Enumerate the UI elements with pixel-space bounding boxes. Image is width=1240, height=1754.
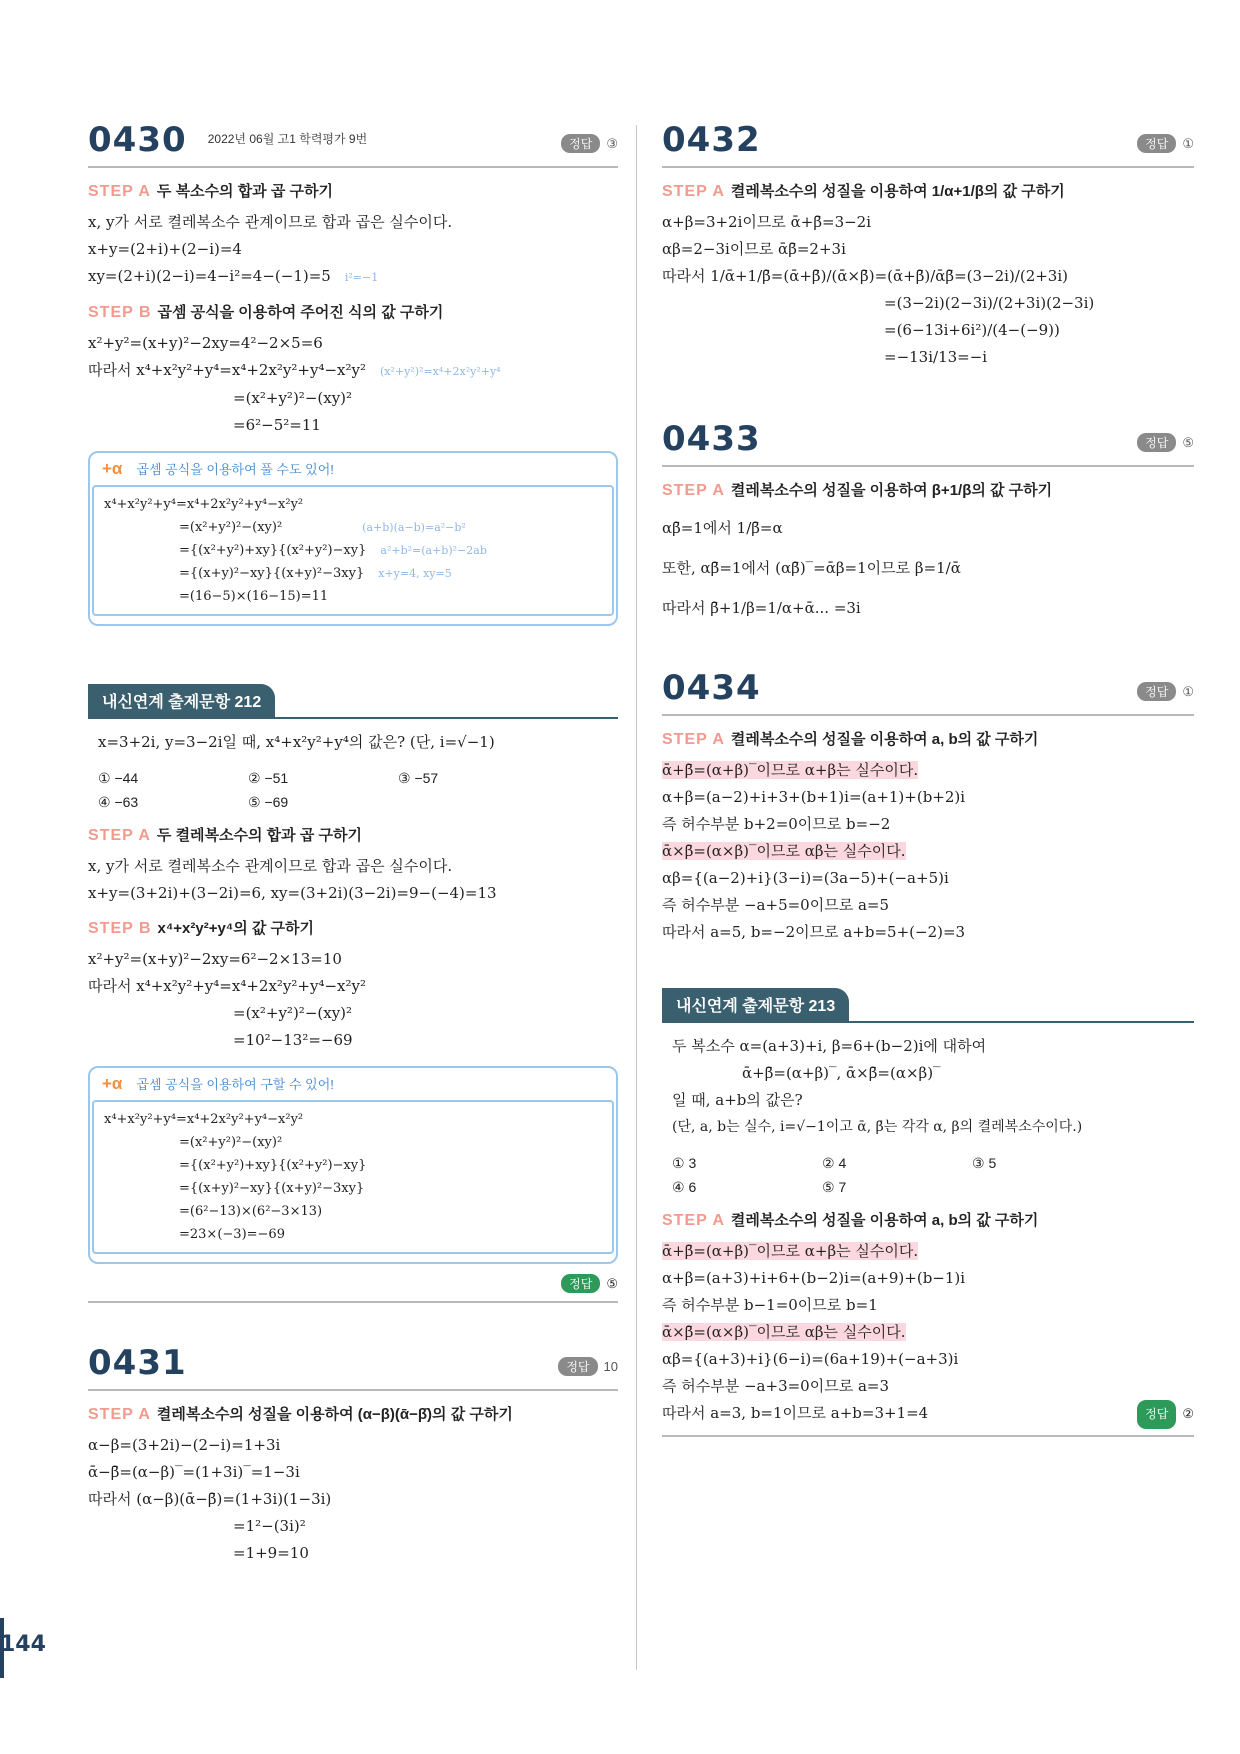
problem-rule xyxy=(88,1389,618,1391)
left-column xyxy=(88,120,618,1567)
tip-line xyxy=(104,539,602,562)
problem-0434 xyxy=(662,668,1194,946)
tip-text: ={(x+y)²−xy}{(x+y)²−3xy} xyxy=(179,566,365,581)
step-tag: STEP A xyxy=(662,1212,725,1229)
step-title: 두 켤레복소수의 합과 곱 구하기 xyxy=(156,827,362,844)
problem-0431 xyxy=(88,1343,618,1567)
solution-line: 즉 허수부분 −a+3=0이므로 a=3 xyxy=(662,1377,890,1395)
solution-line: 따라서 (α−β)(ᾱ−β̄)=(1+3i)(1−3i) xyxy=(88,1490,332,1508)
right-column xyxy=(662,120,1194,1437)
ribbon-title: 내신연계 출제문항 212 xyxy=(88,684,275,717)
answer-label: 정답 xyxy=(1137,682,1176,701)
choice[interactable]: ① −44 xyxy=(98,770,139,786)
step-title: x⁴+x²y²+y⁴의 값 구하기 xyxy=(157,920,315,937)
side-note: a²+b²=(a+b)²−2ab xyxy=(380,544,487,557)
solution-line: 따라서 1/ᾱ+1/β̄=(ᾱ+β̄)/(ᾱ×β̄)=(ᾱ+β̄)/ᾱβ̄=(3−2i)/(2+3i) xyxy=(662,267,1069,285)
step-tag: STEP B xyxy=(88,920,152,937)
problem-rule xyxy=(662,714,1194,716)
highlight-text: ᾱ+β̄=(α+β)‾이므로 α+β는 실수이다. xyxy=(662,761,919,779)
step-title: 켤레복소수의 성질을 이용하여 β+1/β의 값 구하기 xyxy=(730,482,1053,499)
solution-line xyxy=(88,357,618,385)
solution-line: 즉 허수부분 b+2=0이므로 b=−2 xyxy=(662,815,891,833)
answer-label: 정답 xyxy=(561,1274,600,1293)
solution-line: 따라서 a=5, b=−2이므로 a+b=5+(−2)=3 xyxy=(662,923,966,941)
solution-line: =(3−2i)(2−3i)/(2+3i)(2−3i) xyxy=(884,294,1095,312)
solution-line: 또한, αβ̄=1에서 (αβ̄)‾=ᾱβ=1이므로 β=1/ᾱ xyxy=(662,559,961,577)
step-tag: STEP A xyxy=(88,827,151,844)
answer-value: ① xyxy=(1182,136,1194,151)
solution-line: α−β=(3+2i)−(2−i)=1+3i xyxy=(88,1436,281,1454)
solution-line xyxy=(662,757,1194,784)
tip-line: x⁴+x²y²+y⁴=x⁴+2x²y²+y⁴−x²y² xyxy=(104,1112,304,1127)
choice[interactable]: ④ 6 xyxy=(672,1179,697,1195)
question-line: 일 때, a+b의 값은? xyxy=(672,1091,803,1109)
step-a-heading xyxy=(88,180,618,201)
tip-text: ={(x²+y²)+xy}{(x²+y²)−xy} xyxy=(179,543,367,558)
solution-line: αβ=2−3i이므로 ᾱβ̄=2+3i xyxy=(662,240,846,258)
answer-value: 10 xyxy=(603,1359,618,1374)
answer-label: 정답 xyxy=(561,134,600,153)
highlight-text: ᾱ×β̄=(α×β)‾이므로 αβ는 실수이다. xyxy=(662,1323,906,1341)
side-note: i²=−1 xyxy=(344,271,379,284)
page-number: 144 xyxy=(0,1632,46,1657)
problem-0432 xyxy=(662,120,1194,371)
choice[interactable]: ③ −57 xyxy=(398,770,439,786)
step-a-heading xyxy=(88,824,618,845)
answer-badge xyxy=(1137,134,1194,153)
tip-line: =(x²+y²)²−(xy)² xyxy=(179,1135,283,1150)
question-line: (단, a, b는 실수, i=√−1이고 ᾱ, β̄는 각각 α, β의 켤레복소수이다.) xyxy=(672,1119,1083,1135)
solution-line xyxy=(662,1400,1194,1427)
ribbon-title: 내신연계 출제문항 213 xyxy=(662,988,849,1021)
solution-line: ᾱ−β̄=(α−β)‾=(1+3i)‾=1−3i xyxy=(88,1463,300,1481)
solution-line: α+β=3+2i이므로 ᾱ+β̄=3−2i xyxy=(662,213,872,231)
answer-value: ② xyxy=(1182,1406,1194,1421)
solution-line: x+y=(3+2i)+(3−2i)=6, xy=(3+2i)(3−2i)=9−(−4)=13 xyxy=(88,884,497,902)
tip-line: =(6²−13)×(6²−3×13) xyxy=(179,1204,323,1219)
solution-line: x²+y²=(x+y)²−2xy=4²−2×5=6 xyxy=(88,334,323,352)
answer-badge xyxy=(1137,682,1194,701)
highlight-text: ᾱ+β̄=(α+β)‾이므로 α+β는 실수이다. xyxy=(662,1242,919,1260)
choice[interactable]: ③ 5 xyxy=(972,1155,997,1171)
solution-line: x²+y²=(x+y)²−2xy=6²−2×13=10 xyxy=(88,950,342,968)
solution-text: xy=(2+i)(2−i)=4−i²=4−(−1)=5 xyxy=(88,267,331,285)
solution-line: αβ={(a+3)+i}(6−i)=(6a+19)+(−a+3)i xyxy=(662,1350,959,1368)
question-line: 두 복소수 α=(a+3)+i, β=6+(b−2)i에 대하여 xyxy=(672,1037,987,1055)
tip-header xyxy=(90,453,616,485)
solution-line: α+β=(a+3)+i+6+(b−2)i=(a+9)+(b−1)i xyxy=(662,1269,966,1287)
solution-text: 따라서 x⁴+x²y²+y⁴=x⁴+2x²y²+y⁴−x²y² xyxy=(88,361,366,379)
step-tag: STEP A xyxy=(662,482,725,499)
step-a-heading xyxy=(662,1209,1194,1230)
problem-number: 0430 xyxy=(88,120,187,160)
tip-box xyxy=(88,451,618,626)
answer-value: ⑤ xyxy=(1182,435,1194,450)
tip-line: ={(x²+y²)+xy}{(x²+y²)−xy} xyxy=(179,1158,367,1173)
tip-body xyxy=(92,1100,614,1254)
answer-badge xyxy=(1137,433,1194,452)
solution-line: =−13i/13=−i xyxy=(884,348,988,366)
solution-line: 따라서 β̄+1/β=1/α+ᾱ... =3i xyxy=(662,599,861,617)
step-a-heading xyxy=(88,1403,618,1424)
choice[interactable]: ② −51 xyxy=(248,770,289,786)
step-tag: STEP A xyxy=(88,183,151,200)
solution-text: 따라서 a=3, b=1이므로 a+b=3+1=4 xyxy=(662,1404,929,1422)
choice[interactable]: ② 4 xyxy=(822,1155,847,1171)
step-title: 켤레복소수의 성질을 이용하여 a, b의 값 구하기 xyxy=(730,731,1039,748)
problem-rule xyxy=(88,166,618,168)
answer-value: ③ xyxy=(606,136,618,151)
problem-number: 0433 xyxy=(662,419,761,459)
problem-source: 2022년 06월 고1 학력평가 9번 xyxy=(207,132,368,146)
ribbon-rule xyxy=(88,684,618,719)
solution-line: αβ̄=1에서 1/β̄=α xyxy=(662,519,783,537)
question-line: ᾱ+β̄=(α+β)‾, ᾱ×β̄=(α×β)‾ xyxy=(742,1064,941,1082)
problem-number: 0431 xyxy=(88,1343,187,1383)
section-rule xyxy=(662,1435,1194,1437)
tip-header xyxy=(90,1068,616,1100)
step-title: 켤레복소수의 성질을 이용하여 1/α+1/β의 값 구하기 xyxy=(730,183,1065,200)
step-title: 켤레복소수의 성질을 이용하여 (α−β)(ᾱ−β̄)의 값 구하기 xyxy=(156,1406,513,1423)
step-tag: STEP A xyxy=(88,1406,151,1423)
choice[interactable]: ① 3 xyxy=(672,1155,697,1171)
answer-value: ① xyxy=(1182,684,1194,699)
answer-label: 정답 xyxy=(1137,433,1176,452)
solution-line: =1²−(3i)² xyxy=(233,1517,306,1535)
tip-line: x⁴+x²y²+y⁴=x⁴+2x²y²+y⁴−x²y² xyxy=(104,497,304,512)
ribbon-rule xyxy=(662,988,1194,1023)
choice-list xyxy=(98,766,618,814)
step-a-heading xyxy=(662,479,1194,500)
question-text: x=3+2i, y=3−2i일 때, x⁴+x²y²+y⁴의 값은? (단, i=√−1) xyxy=(98,733,495,751)
answer-badge xyxy=(88,1274,618,1293)
tip-text: =(x²+y²)²−(xy)² xyxy=(179,520,283,535)
tip-line xyxy=(104,562,602,585)
solution-line: 즉 허수부분 −a+5=0이므로 a=5 xyxy=(662,896,890,914)
choice[interactable]: ⑤ −69 xyxy=(248,794,289,810)
tip-line xyxy=(104,516,602,539)
answer-badge xyxy=(558,1357,618,1376)
highlight-text: ᾱ×β̄=(α×β)‾이므로 αβ는 실수이다. xyxy=(662,842,906,860)
problem-0430 xyxy=(88,120,618,626)
practice-213 xyxy=(662,988,1194,1437)
step-title: 두 복소수의 합과 곱 구하기 xyxy=(156,183,333,200)
solution-line: =10²−13²=−69 xyxy=(233,1031,353,1049)
solution-line: x+y=(2+i)+(2−i)=4 xyxy=(88,240,242,258)
solution-line xyxy=(662,838,1194,865)
side-note: x+y=4, xy=5 xyxy=(378,567,452,580)
tip-line: =23×(−3)=−69 xyxy=(179,1227,285,1242)
solution-line xyxy=(662,1319,1194,1346)
answer-value: ⑤ xyxy=(606,1276,618,1291)
choice-list xyxy=(672,1151,1194,1199)
step-a-heading xyxy=(662,728,1194,749)
solution-line: =(x²+y²)²−(xy)² xyxy=(233,1004,353,1022)
solution-line: =(6−13i+6i²)/(4−(−9)) xyxy=(884,321,1060,339)
tip-line: ={(x+y)²−xy}{(x+y)²−3xy} xyxy=(179,1181,365,1196)
answer-label: 정답 xyxy=(1137,134,1176,153)
choice[interactable]: ④ −63 xyxy=(98,794,139,810)
solution-line xyxy=(662,1238,1194,1265)
tip-box xyxy=(88,1066,618,1264)
tip-body xyxy=(92,485,614,616)
answer-badge xyxy=(1137,1400,1194,1429)
practice-212 xyxy=(88,684,618,1303)
side-note: (a+b)(a−b)=a²−b² xyxy=(362,521,466,534)
step-b-heading xyxy=(88,301,618,322)
step-title: 켤레복소수의 성질을 이용하여 a, b의 값 구하기 xyxy=(730,1212,1039,1229)
column-divider xyxy=(636,125,637,1670)
step-title: 곱셈 공식을 이용하여 주어진 식의 값 구하기 xyxy=(157,304,444,321)
step-tag: STEP A xyxy=(662,731,725,748)
answer-label: 정답 xyxy=(558,1357,597,1376)
solution-line: =(x²+y²)²−(xy)² xyxy=(233,389,353,407)
tip-title: 곱셈 공식을 이용하여 구할 수 있어! xyxy=(136,1077,334,1092)
solution-line: 즉 허수부분 b−1=0이므로 b=1 xyxy=(662,1296,878,1314)
side-note: (x²+y²)²=x⁴+2x²y²+y⁴ xyxy=(380,365,501,378)
problem-rule xyxy=(662,465,1194,467)
step-tag: STEP A xyxy=(662,183,725,200)
solution-line: =6²−5²=11 xyxy=(233,416,321,434)
problem-number: 0434 xyxy=(662,668,761,708)
answer-label: 정답 xyxy=(1137,1400,1176,1429)
choice[interactable]: ⑤ 7 xyxy=(822,1179,847,1195)
problem-rule xyxy=(662,166,1194,168)
problem-0433 xyxy=(662,419,1194,628)
solution-line xyxy=(88,263,618,291)
answer-badge xyxy=(561,134,618,153)
solution-line: 따라서 x⁴+x²y²+y⁴=x⁴+2x²y²+y⁴−x²y² xyxy=(88,977,366,995)
tip-title: 곱셈 공식을 이용하여 풀 수도 있어! xyxy=(136,462,334,477)
plus-alpha-icon: +α xyxy=(102,1074,123,1093)
tip-line: =(16−5)×(16−15)=11 xyxy=(179,589,329,604)
step-a-heading xyxy=(662,180,1194,201)
section-rule xyxy=(88,1301,618,1303)
solution-line: x, y가 서로 켤레복소수 관계이므로 합과 곱은 실수이다. xyxy=(88,213,453,231)
step-tag: STEP B xyxy=(88,304,152,321)
step-b-heading xyxy=(88,917,618,938)
plus-alpha-icon: +α xyxy=(102,459,123,478)
solution-line: α+β=(a−2)+i+3+(b+1)i=(a+1)+(b+2)i xyxy=(662,788,966,806)
solution-line: =1+9=10 xyxy=(233,1544,309,1562)
solution-line: x, y가 서로 켤레복소수 관계이므로 합과 곱은 실수이다. xyxy=(88,857,453,875)
problem-number: 0432 xyxy=(662,120,761,160)
solution-line: αβ={(a−2)+i}(3−i)=(3a−5)+(−a+5)i xyxy=(662,869,949,887)
